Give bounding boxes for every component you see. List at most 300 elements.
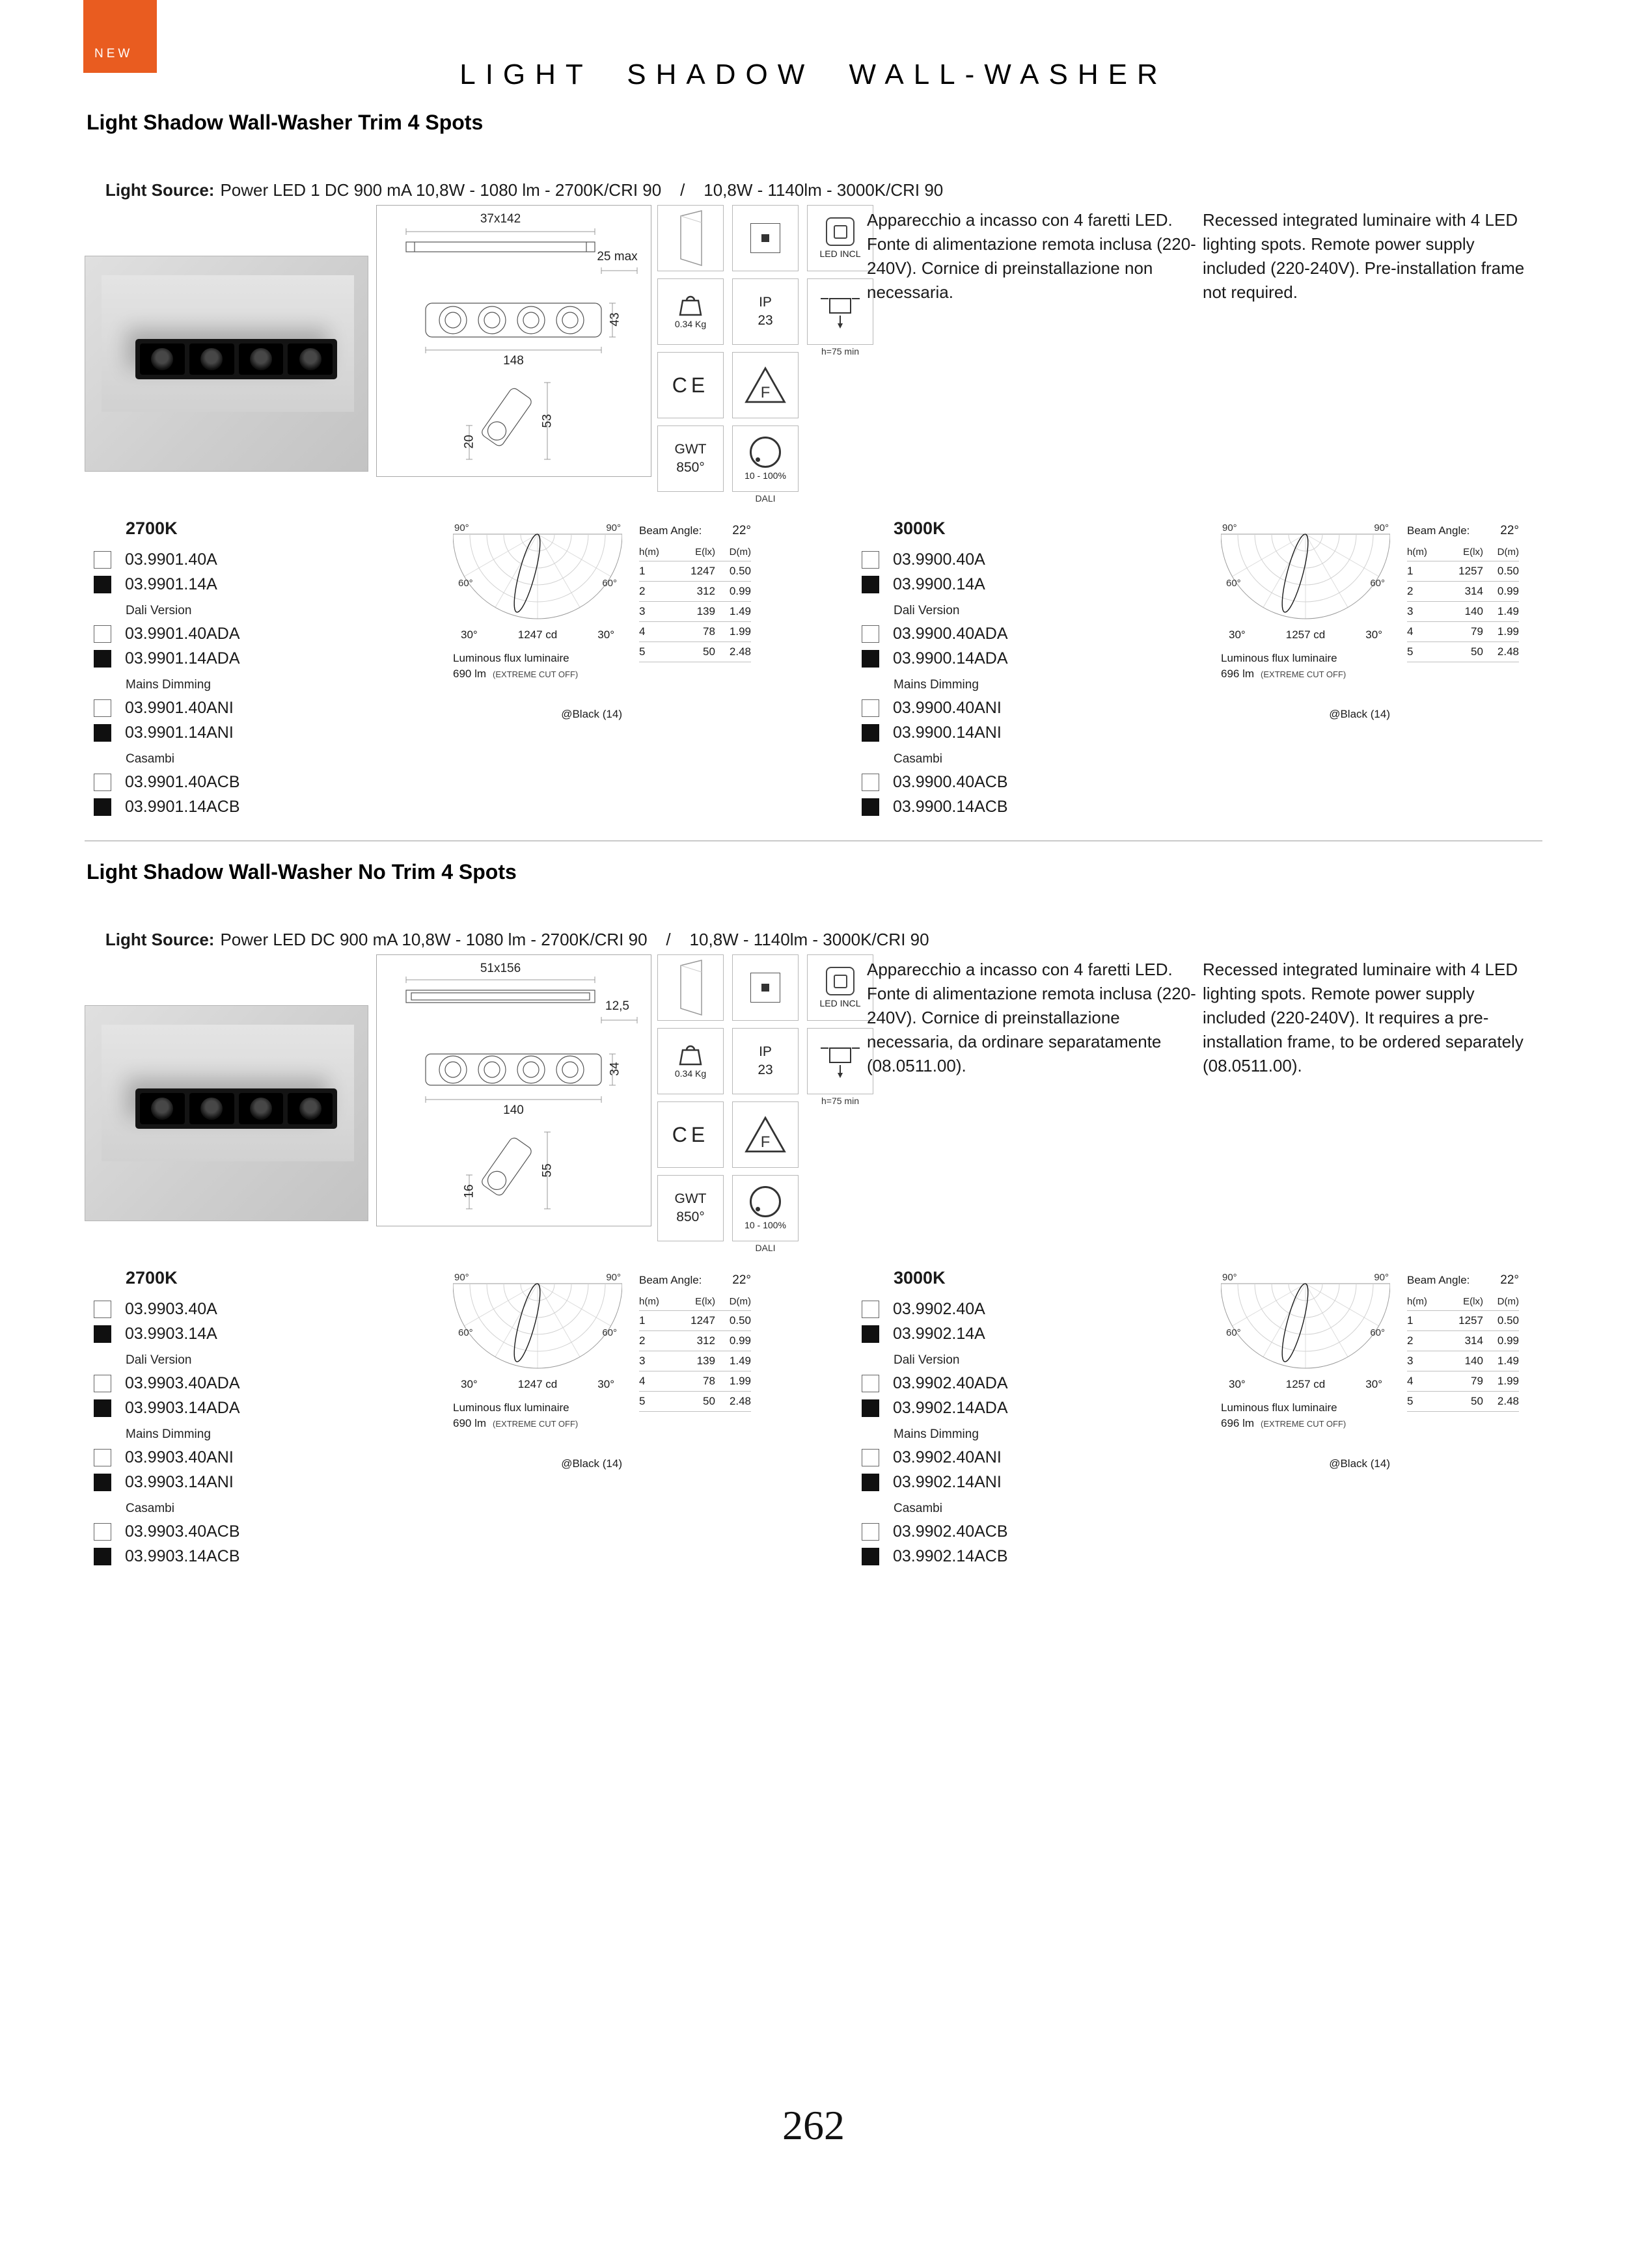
gwt-label: GWT bbox=[674, 1191, 707, 1206]
illuminance-row bbox=[1407, 1351, 1519, 1371]
pictogram-grid bbox=[657, 954, 873, 1253]
illuminance-header-row bbox=[639, 543, 751, 561]
luminous-flux-value: 690 lm bbox=[453, 1417, 487, 1429]
luminous-flux-label: Luminous flux luminaire bbox=[1221, 1401, 1337, 1414]
illuminance-cell: 312 bbox=[670, 582, 715, 602]
illuminance-col-header: E(lx) bbox=[1438, 543, 1483, 561]
pictogram-grid bbox=[657, 205, 873, 504]
glow-wire-test-icon bbox=[657, 1175, 724, 1241]
finish-swatch-white bbox=[94, 551, 111, 569]
variant-group-label: Dali Version bbox=[894, 604, 960, 617]
illuminance-cell: 78 bbox=[670, 1371, 715, 1392]
product-code-row bbox=[862, 794, 1008, 819]
product-code: 03.9902.40ADA bbox=[893, 1373, 1008, 1392]
illuminance-row bbox=[639, 1351, 751, 1371]
product-code-row bbox=[94, 1371, 240, 1396]
weight-icon bbox=[657, 278, 724, 345]
finish-note: @Black (14) bbox=[1329, 1457, 1390, 1470]
color-temperature-heading: 2700K bbox=[126, 519, 178, 538]
illuminance-cell: 2 bbox=[1407, 582, 1438, 602]
illuminance-cell: 3 bbox=[1407, 602, 1438, 622]
variant-group-label: Mains Dimming bbox=[894, 1427, 979, 1441]
illuminance-cell: 5 bbox=[1407, 1392, 1438, 1412]
illuminance-table bbox=[639, 1293, 751, 1412]
illuminance-col-header: E(lx) bbox=[1438, 1293, 1483, 1311]
illuminance-cell: 0.50 bbox=[715, 561, 751, 582]
ip-label: IP bbox=[759, 1044, 772, 1059]
polar-30-right: 30° bbox=[597, 628, 614, 641]
trimless-icon bbox=[657, 954, 724, 1021]
finish-swatch-white bbox=[94, 774, 111, 791]
illuminance-cell: 50 bbox=[670, 642, 715, 662]
new-badge-label: NEW bbox=[94, 47, 133, 61]
illuminance-col-header: E(lx) bbox=[670, 543, 715, 561]
gwt-value: 850° bbox=[676, 1209, 705, 1224]
luminous-flux-line bbox=[453, 1417, 622, 1430]
product-code: 03.9901.40ADA bbox=[125, 624, 240, 643]
polar-90-left: 90° bbox=[454, 522, 469, 533]
dim-spot-b: 16 bbox=[462, 1184, 476, 1198]
finish-swatch-white bbox=[862, 699, 879, 717]
polar-angle-row bbox=[453, 628, 622, 641]
product-code: 03.9900.14ADA bbox=[893, 649, 1008, 668]
product-code-row bbox=[862, 646, 1008, 671]
product-code-row bbox=[94, 1297, 240, 1321]
beam-table bbox=[1407, 1273, 1519, 1412]
variant-column-2700K bbox=[85, 1267, 853, 1586]
dim-spot-a: 55 bbox=[540, 1163, 554, 1178]
product-code: 03.9901.40ANI bbox=[125, 698, 234, 717]
variant-column-3000K bbox=[853, 517, 1620, 836]
product-code: 03.9901.14A bbox=[125, 574, 217, 593]
dim-spot-a: 53 bbox=[540, 414, 554, 428]
photo-spot bbox=[140, 344, 185, 375]
illuminance-cell: 3 bbox=[639, 602, 670, 622]
illuminance-cell: 1257 bbox=[1438, 561, 1483, 582]
polar-30-left: 30° bbox=[461, 1378, 478, 1390]
variant-group-label: Casambi bbox=[126, 752, 174, 766]
product-code-row bbox=[862, 572, 1008, 597]
finish-swatch-white bbox=[94, 699, 111, 717]
illuminance-cell: 5 bbox=[639, 642, 670, 662]
polar-30-left: 30° bbox=[1229, 628, 1246, 641]
illuminance-cell: 1 bbox=[639, 561, 670, 582]
polar-60-right: 60° bbox=[1370, 578, 1385, 589]
illuminance-row bbox=[1407, 1311, 1519, 1331]
polar-intensity-diagram bbox=[453, 1272, 622, 1371]
product-code-row bbox=[862, 1396, 1008, 1420]
polar-60-left: 60° bbox=[1226, 1327, 1241, 1338]
illuminance-row bbox=[639, 561, 751, 582]
finish-swatch-white bbox=[94, 1449, 111, 1466]
beam-angle-value: 22° bbox=[732, 1273, 751, 1287]
product-code-row bbox=[94, 1396, 240, 1420]
color-temperature-heading: 3000K bbox=[894, 519, 946, 538]
polar-angle-row bbox=[453, 1378, 622, 1391]
candela-value: 1247 cd bbox=[517, 628, 558, 641]
polar-60-left: 60° bbox=[458, 578, 473, 589]
dim-height: 43 bbox=[608, 312, 622, 327]
finish-swatch-white bbox=[862, 774, 879, 791]
illuminance-cell: 2 bbox=[639, 582, 670, 602]
f-letter: F bbox=[760, 1133, 771, 1151]
illuminance-cell: 4 bbox=[639, 1371, 670, 1392]
finish-swatch-black bbox=[862, 1325, 879, 1343]
description-english: Recessed integrated luminaire with 4 LED lighting spots. Remote power supply included (220-240V). Pre-installation frame not required. bbox=[1203, 210, 1525, 302]
illuminance-cell: 0.50 bbox=[715, 1311, 751, 1331]
product-code-list bbox=[862, 1297, 1008, 1569]
polar-90-right: 90° bbox=[606, 522, 621, 533]
product-code: 03.9902.40ANI bbox=[893, 1448, 1002, 1466]
finish-swatch-black bbox=[94, 1474, 111, 1491]
section-trim-4-spots bbox=[0, 111, 1627, 852]
finish-swatch-black bbox=[862, 1399, 879, 1417]
product-code-row bbox=[94, 572, 240, 597]
product-code-row bbox=[94, 1519, 240, 1544]
finish-swatch-white bbox=[862, 625, 879, 643]
finish-note: @Black (14) bbox=[1329, 708, 1390, 720]
illuminance-cell: 1.99 bbox=[1483, 622, 1519, 642]
dim-height: 34 bbox=[608, 1062, 622, 1076]
product-code: 03.9900.40ANI bbox=[893, 698, 1002, 717]
description-italian: Apparecchio a incasso con 4 faretti LED. Fonte di alimentazione remota inclusa (220-240V). Cornice di preinstallazione necessaria, da ordinare separatamente (08.0511.00). bbox=[867, 960, 1196, 1075]
illuminance-cell: 2.48 bbox=[715, 1392, 751, 1412]
color-temperature-heading: 3000K bbox=[894, 1268, 946, 1288]
section-heading: Light Shadow Wall-Washer No Trim 4 Spots bbox=[87, 860, 517, 884]
finish-swatch-white bbox=[862, 551, 879, 569]
dali-label: DALI bbox=[755, 1243, 776, 1253]
illuminance-col-header: h(m) bbox=[639, 543, 670, 561]
illuminance-cell: 4 bbox=[1407, 622, 1438, 642]
beam-angle-label: Beam Angle: bbox=[1407, 524, 1470, 537]
product-code-row bbox=[94, 770, 240, 794]
illuminance-col-header: E(lx) bbox=[670, 1293, 715, 1311]
dimming-dial-icon bbox=[732, 425, 799, 492]
illuminance-row bbox=[639, 1371, 751, 1392]
illuminance-cell: 2 bbox=[1407, 1331, 1438, 1351]
illuminance-cell: 1.99 bbox=[715, 622, 751, 642]
illuminance-cell: 79 bbox=[1438, 622, 1483, 642]
product-code-row bbox=[862, 1470, 1008, 1494]
illuminance-cell: 1247 bbox=[670, 1311, 715, 1331]
ip-rating-icon bbox=[732, 1028, 799, 1094]
illuminance-header-row bbox=[639, 1293, 751, 1311]
product-code: 03.9903.14ACB bbox=[125, 1546, 240, 1565]
dimension-drawing-lines bbox=[377, 955, 649, 1224]
product-code: 03.9901.40A bbox=[125, 550, 217, 569]
illuminance-row bbox=[1407, 642, 1519, 662]
dim-cutout: 37x142 bbox=[480, 212, 521, 226]
illuminance-cell: 0.99 bbox=[715, 582, 751, 602]
illuminance-cell: 314 bbox=[1438, 582, 1483, 602]
illuminance-cell: 140 bbox=[1438, 602, 1483, 622]
product-code-row bbox=[862, 770, 1008, 794]
variant-group-label: Mains Dimming bbox=[126, 678, 211, 692]
finish-swatch-white bbox=[862, 1523, 879, 1541]
variant-group-label: Dali Version bbox=[126, 1353, 192, 1367]
product-code: 03.9903.40ANI bbox=[125, 1448, 234, 1466]
ce-mark-icon bbox=[657, 352, 724, 418]
recess-depth-label: h=75 min bbox=[821, 346, 859, 357]
polar-60-right: 60° bbox=[602, 1327, 617, 1338]
photometry-block bbox=[453, 522, 622, 721]
weight-value: 0.34 Kg bbox=[674, 319, 707, 329]
photo-luminaire-slot bbox=[135, 1088, 337, 1129]
photo-luminaire-slot bbox=[135, 339, 337, 379]
product-code: 03.9903.40ADA bbox=[125, 1373, 240, 1392]
candela-value: 1257 cd bbox=[1285, 628, 1326, 641]
beam-angle-value: 22° bbox=[732, 524, 751, 537]
illuminance-cell: 50 bbox=[1438, 1392, 1483, 1412]
polar-intensity-diagram bbox=[453, 522, 622, 621]
dimension-drawing-lines bbox=[377, 206, 649, 475]
product-photo bbox=[85, 1005, 368, 1221]
polar-60-right: 60° bbox=[602, 578, 617, 589]
variant-group-label: Mains Dimming bbox=[894, 678, 979, 692]
product-code: 03.9902.40ACB bbox=[893, 1522, 1008, 1541]
dali-label: DALI bbox=[755, 493, 776, 504]
product-code-row bbox=[94, 695, 240, 720]
photo-spot bbox=[189, 344, 234, 375]
illuminance-col-header: D(m) bbox=[1483, 1293, 1519, 1311]
finish-swatch-black bbox=[94, 650, 111, 668]
luminous-flux-value: 696 lm bbox=[1221, 1417, 1255, 1429]
beam-table bbox=[639, 1273, 751, 1412]
polar-90-right: 90° bbox=[1374, 522, 1389, 533]
illuminance-col-header: h(m) bbox=[1407, 1293, 1438, 1311]
illuminance-cell: 1 bbox=[1407, 1311, 1438, 1331]
finish-swatch-white bbox=[94, 625, 111, 643]
led-included-label: LED INCL bbox=[819, 249, 861, 259]
photo-spot bbox=[239, 1093, 284, 1124]
illuminance-cell: 1.49 bbox=[715, 1351, 751, 1371]
cutoff-note: (EXTREME CUT OFF) bbox=[493, 669, 579, 679]
illuminance-cell: 139 bbox=[670, 602, 715, 622]
finish-swatch-black bbox=[862, 1548, 879, 1565]
photometry-block bbox=[1221, 522, 1390, 721]
recess-depth-icon bbox=[807, 278, 873, 345]
finish-swatch-black bbox=[862, 724, 879, 742]
product-code: 03.9903.40A bbox=[125, 1299, 217, 1318]
illuminance-cell: 4 bbox=[639, 622, 670, 642]
product-code-list bbox=[94, 1297, 240, 1569]
illuminance-row bbox=[639, 1331, 751, 1351]
polar-angle-row bbox=[1221, 1378, 1390, 1391]
illuminance-table bbox=[1407, 543, 1519, 662]
luminous-flux-value: 690 lm bbox=[453, 668, 487, 680]
candela-value: 1247 cd bbox=[517, 1378, 558, 1390]
page-title: LIGHT SHADOW WALL-WASHER bbox=[459, 59, 1168, 90]
finish-swatch-black bbox=[94, 798, 111, 816]
product-code-row bbox=[94, 794, 240, 819]
polar-90-left: 90° bbox=[1222, 1272, 1237, 1283]
polar-30-right: 30° bbox=[597, 1378, 614, 1390]
illuminance-table bbox=[639, 543, 751, 662]
polar-30-left: 30° bbox=[1229, 1378, 1246, 1390]
polar-30-right: 30° bbox=[1365, 628, 1382, 641]
finish-note: @Black (14) bbox=[561, 1457, 622, 1470]
ce-mark-icon bbox=[657, 1101, 724, 1168]
dimming-range: 10 - 100% bbox=[745, 470, 786, 481]
product-code: 03.9902.40A bbox=[893, 1299, 985, 1318]
illuminance-cell: 139 bbox=[670, 1351, 715, 1371]
cutoff-note: (EXTREME CUT OFF) bbox=[1261, 1419, 1347, 1429]
illuminance-cell: 0.50 bbox=[1483, 561, 1519, 582]
illuminance-cell: 50 bbox=[670, 1392, 715, 1412]
product-code-row bbox=[862, 1519, 1008, 1544]
illuminance-cell: 5 bbox=[1407, 642, 1438, 662]
finish-swatch-black bbox=[94, 724, 111, 742]
dimming-range: 10 - 100% bbox=[745, 1220, 786, 1230]
illuminance-cell: 4 bbox=[1407, 1371, 1438, 1392]
luminous-flux-line bbox=[453, 668, 622, 681]
illuminance-cell: 0.99 bbox=[1483, 1331, 1519, 1351]
technical-drawing bbox=[376, 205, 651, 477]
product-code: 03.9900.14ANI bbox=[893, 723, 1002, 742]
description-english: Recessed integrated luminaire with 4 LED lighting spots. Remote power supply included (220-240V). It requires a pre-installation frame, to be ordered separately (08.0511.00). bbox=[1203, 960, 1524, 1075]
product-code-row bbox=[94, 1321, 240, 1346]
product-code-row bbox=[94, 646, 240, 671]
polar-60-left: 60° bbox=[458, 1327, 473, 1338]
glow-wire-test-icon bbox=[657, 425, 724, 492]
finish-swatch-black bbox=[94, 1399, 111, 1417]
product-code: 03.9900.40ACB bbox=[893, 772, 1008, 791]
finish-swatch-white bbox=[862, 1301, 879, 1318]
technical-drawing bbox=[376, 954, 651, 1226]
gwt-value: 850° bbox=[676, 460, 705, 475]
light-source-value: Power LED 1 DC 900 mA 10,8W - 1080 lm - 2700K/CRI 90 / 10,8W - 1140lm - 3000K/CRI 90 bbox=[220, 180, 944, 200]
illuminance-row bbox=[639, 642, 751, 662]
variant-group-label: Dali Version bbox=[894, 1353, 960, 1367]
product-code-row bbox=[94, 720, 240, 745]
illuminance-row bbox=[1407, 582, 1519, 602]
finish-swatch-white bbox=[94, 1523, 111, 1541]
illuminance-cell: 0.99 bbox=[1483, 582, 1519, 602]
illuminance-row bbox=[639, 602, 751, 622]
product-code: 03.9900.14ACB bbox=[893, 797, 1008, 816]
beam-angle-value: 22° bbox=[1500, 1273, 1519, 1287]
illuminance-cell: 1 bbox=[1407, 561, 1438, 582]
recessed-square-icon bbox=[732, 954, 799, 1021]
illuminance-col-header: D(m) bbox=[1483, 543, 1519, 561]
led-included-icon bbox=[807, 205, 873, 271]
luminous-flux-label: Luminous flux luminaire bbox=[1221, 652, 1337, 664]
product-code-row bbox=[94, 1445, 240, 1470]
photometry-block bbox=[453, 1272, 622, 1470]
photo-spot bbox=[288, 344, 333, 375]
description-italian: Apparecchio a incasso con 4 faretti LED. Fonte di alimentazione remota inclusa (220-240V). Cornice di preinstallazione non necessaria. bbox=[867, 210, 1196, 302]
product-code-row bbox=[862, 1445, 1008, 1470]
photo-spot bbox=[288, 1093, 333, 1124]
variant-group-label: Casambi bbox=[894, 1502, 942, 1515]
illuminance-row bbox=[639, 622, 751, 642]
dim-width: 140 bbox=[503, 1103, 524, 1117]
product-code: 03.9902.14ACB bbox=[893, 1546, 1008, 1565]
illuminance-row bbox=[1407, 1371, 1519, 1392]
polar-60-left: 60° bbox=[1226, 578, 1241, 589]
product-code-row bbox=[862, 547, 1008, 572]
recess-depth-icon bbox=[807, 1028, 873, 1094]
product-code: 03.9901.14ACB bbox=[125, 797, 240, 816]
product-code: 03.9902.14ADA bbox=[893, 1398, 1008, 1417]
variant-column-2700K bbox=[85, 517, 853, 836]
illuminance-cell: 1.49 bbox=[1483, 1351, 1519, 1371]
finish-note: @Black (14) bbox=[561, 708, 622, 720]
illuminance-cell: 0.50 bbox=[1483, 1311, 1519, 1331]
illuminance-col-header: h(m) bbox=[1407, 543, 1438, 561]
polar-intensity-diagram bbox=[1221, 522, 1390, 621]
product-code: 03.9900.40ADA bbox=[893, 624, 1008, 643]
ce-text: CE bbox=[672, 1122, 709, 1146]
product-code-row bbox=[862, 695, 1008, 720]
light-source-label: Light Source: bbox=[105, 930, 215, 949]
illuminance-table bbox=[1407, 1293, 1519, 1412]
luminous-flux-label: Luminous flux luminaire bbox=[453, 1401, 569, 1414]
finish-swatch-black bbox=[862, 650, 879, 668]
product-code: 03.9902.14ANI bbox=[893, 1472, 1002, 1491]
illuminance-cell: 0.99 bbox=[715, 1331, 751, 1351]
ip-value: 23 bbox=[758, 1062, 773, 1077]
polar-intensity-diagram bbox=[1221, 1272, 1390, 1371]
polar-90-right: 90° bbox=[1374, 1272, 1389, 1283]
finish-swatch-white bbox=[94, 1375, 111, 1392]
product-code: 03.9901.14ADA bbox=[125, 649, 240, 668]
light-source-label: Light Source: bbox=[105, 180, 215, 200]
variant-group-label: Casambi bbox=[894, 752, 942, 766]
illuminance-cell: 1.99 bbox=[1483, 1371, 1519, 1392]
weight-value: 0.34 Kg bbox=[674, 1068, 707, 1079]
illuminance-cell: 2.48 bbox=[715, 642, 751, 662]
dim-depth: 12,5 bbox=[605, 999, 629, 1013]
recess-depth-label: h=75 min bbox=[821, 1096, 859, 1106]
illuminance-cell: 1.49 bbox=[715, 602, 751, 622]
polar-30-left: 30° bbox=[461, 628, 478, 641]
product-code-row bbox=[862, 720, 1008, 745]
light-source-value: Power LED DC 900 mA 10,8W - 1080 lm - 2700K/CRI 90 / 10,8W - 1140lm - 3000K/CRI 90 bbox=[220, 930, 929, 949]
product-code: 03.9903.14ADA bbox=[125, 1398, 240, 1417]
section-heading: Light Shadow Wall-Washer Trim 4 Spots bbox=[87, 111, 484, 134]
trimless-icon bbox=[657, 205, 724, 271]
illuminance-cell: 140 bbox=[1438, 1351, 1483, 1371]
illuminance-cell: 2.48 bbox=[1483, 642, 1519, 662]
illuminance-row bbox=[1407, 1392, 1519, 1412]
illuminance-cell: 312 bbox=[670, 1331, 715, 1351]
illuminance-header-row bbox=[1407, 543, 1519, 561]
product-code: 03.9901.14ANI bbox=[125, 723, 234, 742]
finish-swatch-black bbox=[862, 576, 879, 593]
dim-width: 148 bbox=[503, 354, 524, 368]
product-code-list bbox=[862, 547, 1008, 819]
dim-depth: 25 max bbox=[597, 250, 638, 263]
ip-label: IP bbox=[759, 295, 772, 310]
dim-cutout: 51x156 bbox=[480, 962, 521, 975]
variant-column-3000K bbox=[853, 1267, 1620, 1586]
beam-angle-label: Beam Angle: bbox=[639, 524, 702, 537]
led-included-icon bbox=[807, 954, 873, 1021]
cutoff-note: (EXTREME CUT OFF) bbox=[1261, 669, 1347, 679]
gwt-label: GWT bbox=[674, 442, 707, 457]
illuminance-row bbox=[639, 1311, 751, 1331]
product-code-row bbox=[862, 1544, 1008, 1569]
beam-angle-value: 22° bbox=[1500, 524, 1519, 537]
illuminance-col-header: h(m) bbox=[639, 1293, 670, 1311]
luminous-flux-value: 696 lm bbox=[1221, 668, 1255, 680]
illuminance-row bbox=[1407, 602, 1519, 622]
ce-text: CE bbox=[672, 373, 709, 397]
product-code-row bbox=[862, 1371, 1008, 1396]
product-photo bbox=[85, 256, 368, 472]
illuminance-col-header: D(m) bbox=[715, 1293, 751, 1311]
